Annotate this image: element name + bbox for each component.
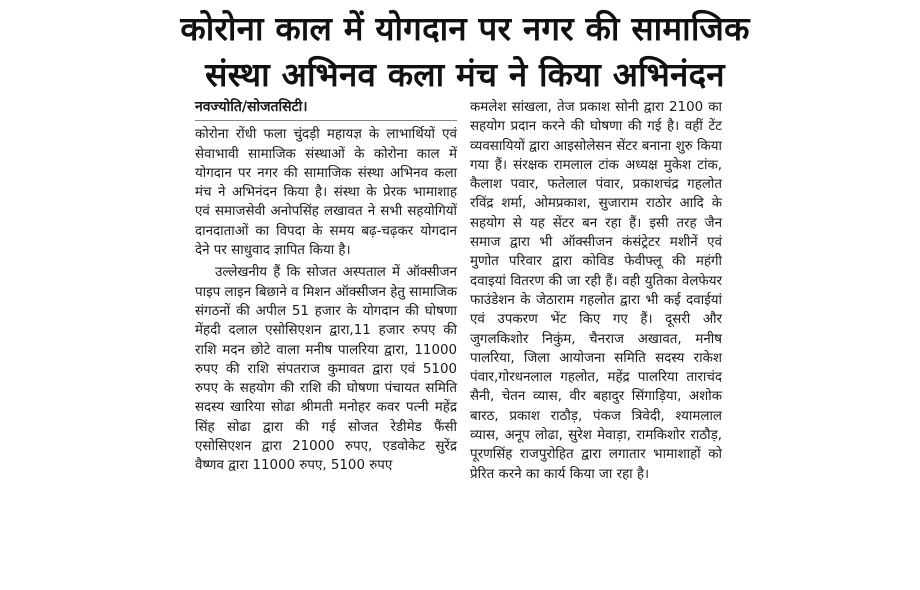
dateline: नवज्योति/सोजतसिटी।: [195, 99, 308, 115]
dateline-rule: [195, 120, 457, 121]
right-column: [470, 98, 722, 484]
left-paragraph-1: कोरोना रोंधी फला चुंदड़ी महायज्ञ के लाभार्थियों एवं सेवाभावी सामाजिक संस्थाओं के कोरोना काल में योगदान पर नगर की सामाजिक संस्था अभिनव कला मंच ने अभिनंदन किया है। संस्था के प्रेरक भामाशाह एवं समाजसेवी अनोपसिंह लखावत ने सभी सहयोगियों दानदाताओं का विपदा के समय बढ़-चढ़कर योगदान देने पर साधुवाद ज्ञापित किया है।: [195, 127, 457, 259]
right-paragraph: कमलेश सांखला, तेज प्रकाश सोनी द्वारा 2100 का सहयोग प्रदान करने की घोषणा की गई है। वहीं टेंट व्यवसायियों द्वारा आइसोलेसन सेंटर बनाना शुरु किया गया हैं। संरक्षक रामलाल टांक अध्यक्ष मुकेश टांक, कैलाश पवार, फतेलाल पंवार, प्रकाशचंद्र गहलोत रविंद्र शर्मा, ओमप्रकाश, सुजाराम राठोर आदि के सहयोग से यह सेंटर बन रहा हैं। इसी तरह जैन समाज द्वारा भी ऑक्सीजन कंसंट्रेटर मशीनें एवं मुणोत परिवार द्वारा कोविड फेवीफ्लू की महंगी दवाइयां वितरण की जा रही हैं। वही युतिका वेलफेयर फाउंडेशन के जेठाराम गहलोत द्वारा भी कई दवाईयां एवं उपकरण भेंट किए गए हैं। दूसरी और जुगलकिशोर निकुंम, चैनराज अखावत, मनीष पालरिया, जिला आयोजना समिति सदस्य राकेश पंवार,गोरधनलाल गहलोत, महेंद्र पालरिया ताराचंद सैनी, चेतन व्यास, वीर बहादुर सिंगाड़िया, अशोक बारठ, प्रकाश राठौड़, पंकज त्रिवेदी, श्यामलाल व्यास, अनूप लोढा, सुरेश मेवाड़ा, रामकिशोर राठौड़, पूरणसिंह राजपुरोहित द्वारा लगातार भामाशाहों को प्रेरित करने का कार्य किया जा रहा है।: [470, 100, 722, 482]
left-column: [195, 98, 457, 476]
left-paragraph-2: उल्लेखनीय हैं कि सोजत अस्पताल में ऑक्सीजन पाइप लाइन बिछाने व मिशन ऑक्सीजन हेतु सामाजिक संगठनों की अपील 51 हजार के योगदान की घोषणा मेंहदी दलाल एसोसिएशन द्वारा,11 हजार रुपए की राशि मदन छोटे वाला मनीष पालरिया द्वारा, 11000 रुपए की राशि संपतराज कुमावत द्वारा एवं 5100 रुपए के सहयोग की राशि की घोषणा पंचायत समिति सदस्य खारिया सोढा श्रीमती मनोहर कवर पत्नी महेंद्र सिंह सोढा द्वारा की गई सोजत रेडीमेड फैंसी एसोसिएशन द्वारा 21000 रुपए, एडवोकेट सुरेंद्र वैष्णव द्वारा 11000 रुपए, 5100 रुपए: [195, 265, 457, 474]
headline-line-2: संस्था अभिनव कला मंच ने किया अभिनंदन: [205, 55, 725, 94]
headline-line-1: कोरोना काल में योगदान पर नगर की सामाजिक: [180, 9, 750, 48]
headline: [140, 6, 790, 98]
